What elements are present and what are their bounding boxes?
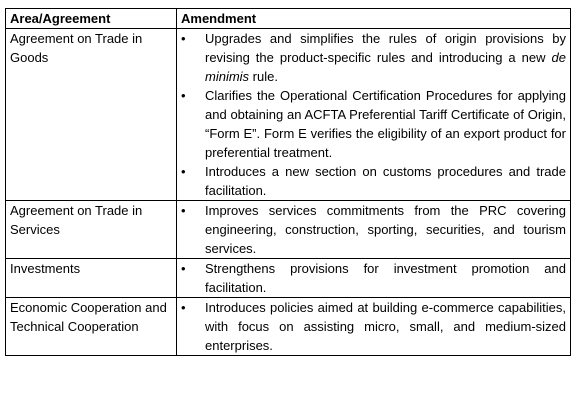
- list-item: [181, 162, 566, 200]
- bullet-text: Introduces policies aimed at building e-commerce capabilities, with focus on assisting micro, small, and medium-sized enterprises.: [205, 300, 566, 353]
- amendment-list: [181, 201, 566, 258]
- amendment-table: [5, 8, 571, 356]
- header-area-agreement: Area/Agreement: [6, 9, 177, 29]
- bullet-text: Clarifies the Operational Certification Procedures for applying and obtaining an ACFTA Preferential Tariff Certificate of Origin, “Form E”. Form E verifies the eligibility of an export product for preferential treatment.: [205, 88, 566, 160]
- area-cell: Agreement on Trade in Services: [6, 201, 177, 259]
- bullet-text: Upgrades and simplifies the rules of origin provisions by revising the product-specific rules and introducing a new: [205, 31, 566, 65]
- bullet-text: Introduces a new section on customs procedures and trade facilitation.: [205, 164, 566, 198]
- bullet-text: Strengthens provisions for investment promotion and facilitation.: [205, 261, 566, 295]
- amendment-cell: [177, 201, 571, 259]
- list-item: [181, 86, 566, 162]
- bullet-text-italic: de minimis: [205, 50, 566, 84]
- table-row: [6, 29, 571, 201]
- amendment-cell: [177, 29, 571, 201]
- bullet-text: rule.: [249, 69, 278, 84]
- amendment-list: [181, 29, 566, 200]
- amendment-cell: [177, 298, 571, 356]
- table-row: [6, 298, 571, 356]
- amendment-list: [181, 259, 566, 297]
- amendment-cell: [177, 259, 571, 298]
- amendment-list: [181, 298, 566, 355]
- table-row: [6, 201, 571, 259]
- list-item: [181, 201, 566, 258]
- amendment-table-container: [5, 8, 570, 356]
- list-item: [181, 29, 566, 86]
- area-cell: Investments: [6, 259, 177, 298]
- area-cell: Agreement on Trade in Goods: [6, 29, 177, 201]
- bullet-text: Improves services commitments from the PRC covering engineering, construction, sporting, securities, and tourism services.: [205, 203, 566, 256]
- area-cell: Economic Cooperation and Technical Cooperation: [6, 298, 177, 356]
- header-amendment: Amendment: [177, 9, 571, 29]
- table-header-row: [6, 9, 571, 29]
- list-item: [181, 298, 566, 355]
- list-item: [181, 259, 566, 297]
- table-row: [6, 259, 571, 298]
